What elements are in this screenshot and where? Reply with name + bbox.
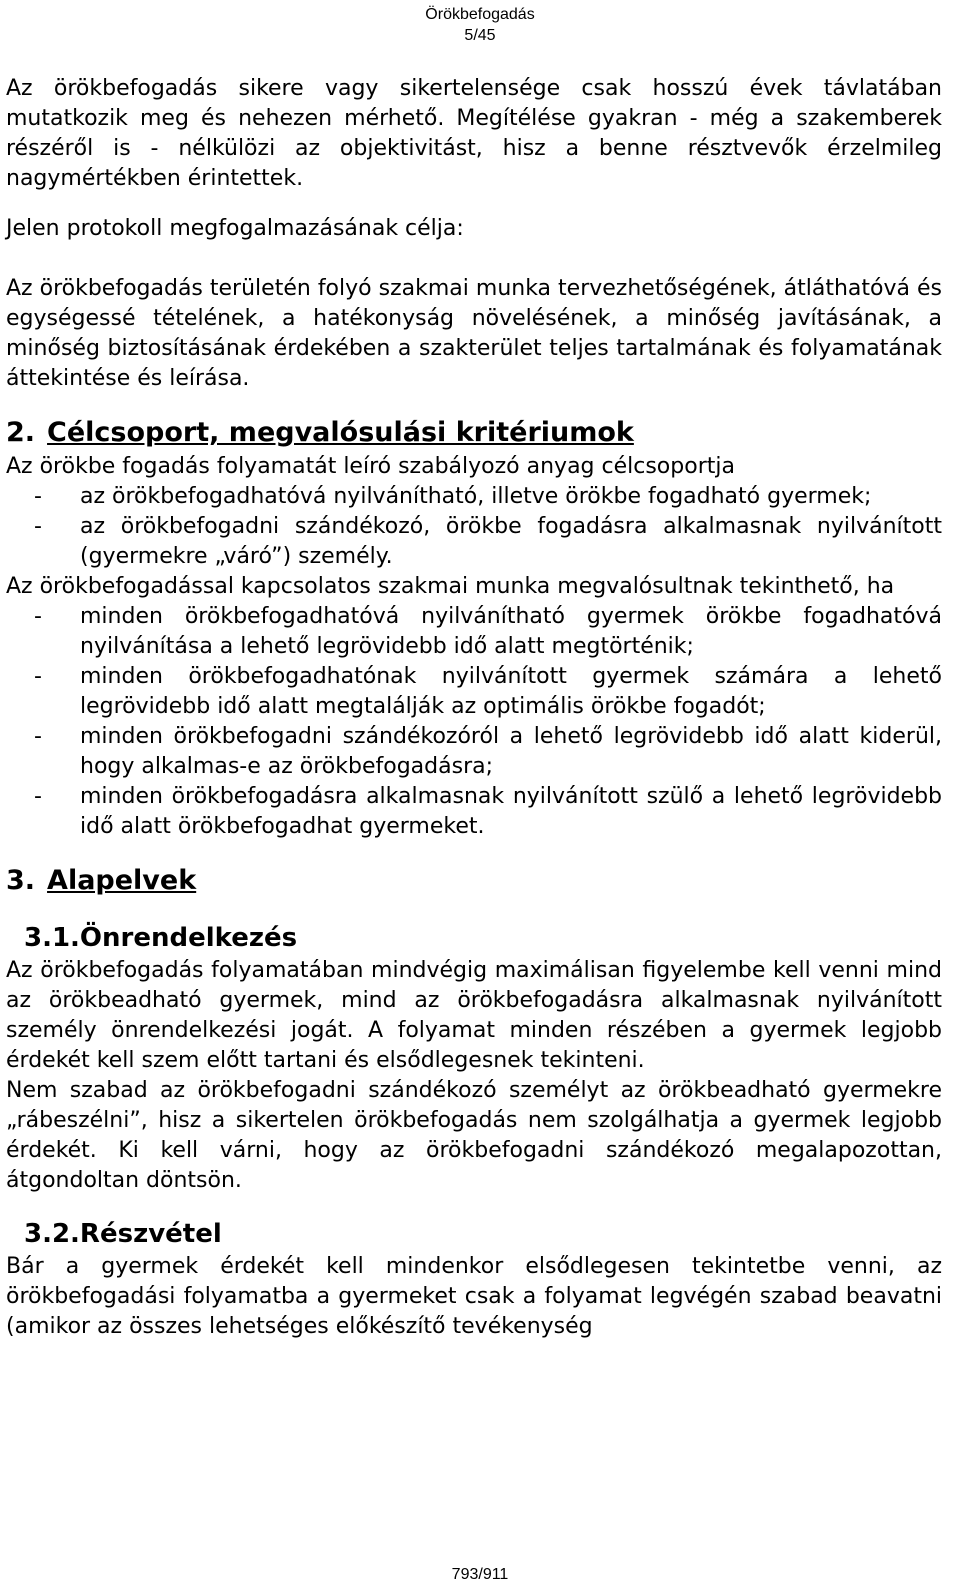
intro-paragraph-1: Az örökbefogadás sikere vagy sikertelensége csak hosszú évek távlatában mutatkozik meg és nehezen mérhető. Megítélése gyakran - még a szakemberek részéről is - nélkülözi az objektivitást, hisz a benne résztvevők érzelmileg nagymértékben érintettek. [6, 76, 942, 191]
list-item: - minden örökbefogadhatónak nyilvánított gyermek számára a lehető legrövidebb idő alatt megtalálják az optimális örökbe fogadót; [34, 664, 942, 719]
header-page-number: 5/45 [464, 27, 496, 44]
section-3-number: 3. [6, 865, 36, 896]
section-2-heading [6, 414, 942, 452]
subsection-3-2-heading: 3.2.Részvétel [24, 1219, 222, 1249]
section-2-number: 2. [6, 417, 36, 448]
subsection-3-2-paragraph-1: Bár a gyermek érdekét kell mindenkor elsődlegesen tekintetbe venni, az örökbefogadási folyamatba a gyermeket csak a folyamat legvégén szabad beavatni (amikor az összes lehetséges előkészítő tevékenység [6, 1254, 942, 1339]
list-item: - minden örökbefogadásra alkalmasnak nyilvánított szülő a lehető legrövidebb idő alatt örökbefogadhat gyermeket. [34, 784, 942, 839]
section-2-paragraph-2: Az örökbefogadással kapcsolatos szakmai munka megvalósultnak tekinthető, ha [6, 574, 895, 599]
page-footer: 793/911 [451, 1566, 509, 1583]
list-item: - az örökbefogadni szándékozó, örökbe fogadásra alkalmasnak nyilvánított (gyermekre „váró”) személy. [34, 514, 942, 569]
header-title: Örökbefogadás [425, 6, 535, 23]
subsection-3-1-paragraph-2: Nem szabad az örökbefogadni szándékozó személyt az örökbeadható gyermekre „rábeszélni”, hisz a sikertelen örökbefogadás nem szolgálhatja a gyermek legjobb érdekét. Ki kell várni, hogy az örökbefogadni szándékozó megalapozottan, átgondoltan döntsön. [6, 1078, 942, 1193]
section-2-title: Célcsoport, megvalósulási kritériumok [47, 417, 634, 448]
section-3-title: Alapelvek [47, 865, 197, 896]
section-2-paragraph-1: Az örökbe fogadás folyamatát leíró szabályozó anyag célcsoportja [6, 454, 735, 479]
page-header [0, 4, 960, 46]
criteria-list [6, 602, 942, 842]
list-item: - minden örökbefogadhatóvá nyilvánítható gyermek örökbe fogadhatóvá nyilvánítása a lehető legrövidebb idő alatt megtörténik; [34, 604, 942, 659]
list-item: - minden örökbefogadni szándékozóról a lehető legrövidebb idő alatt kiderül, hogy alkalmas-e az örökbefogadásra; [34, 724, 942, 779]
target-group-list [6, 482, 942, 572]
intro-paragraph-2: Jelen protokoll megfogalmazásának célja: [6, 216, 464, 241]
list-item: - az örökbefogadhatóvá nyilvánítható, illetve örökbe fogadható gyermek; [34, 484, 872, 509]
section-3-heading [6, 862, 942, 900]
intro-paragraph-3: Az örökbefogadás területén folyó szakmai munka tervezhetőségének, átláthatóvá és egységessé tételének, a hatékonyság növelésének, a minőség javításának, a minőség biztosításának érdekében a szakterület teljes tartalmának és folyamatának áttekintése és leírása. [6, 276, 942, 391]
subsection-3-1-paragraph-1: Az örökbefogadás folyamatában mindvégig maximálisan figyelembe kell venni mind az örökbeadható gyermek, mind az örökbefogadásra alkalmasnak nyilvánított személy önrendelkezési jogát. A folyamat minden részében a gyermek legjobb érdekét kell szem előtt tartani és elsődlegesnek tekinteni. [6, 958, 942, 1073]
subsection-3-1-heading: 3.1.Önrendelkezés [24, 923, 298, 953]
page-content [6, 74, 942, 1342]
